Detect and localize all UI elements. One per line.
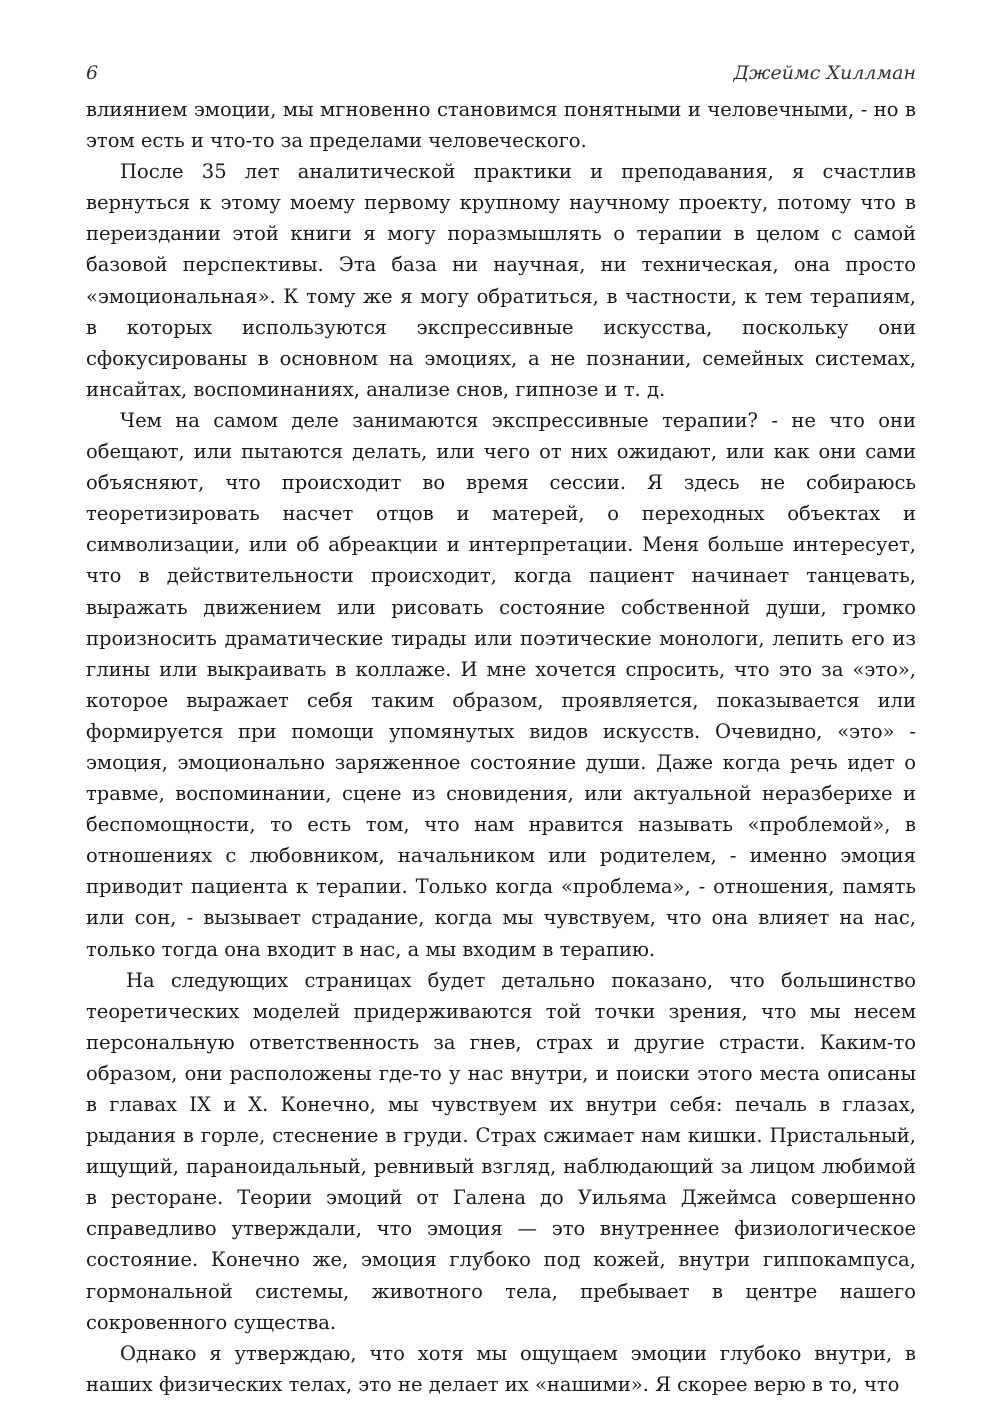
- running-head: [86, 62, 916, 92]
- paragraph: На следующих страницах будет детально показано, что большинство теоретических моделей придерживаются той точки зрения, что мы несем персональную ответственность за гнев, страх и другие страсти. Каким-то образом, они расположены где-то у нас внутри, и поиски этого места описаны в главах IX и X. Конечно, мы чувствуем их внутри себя: печаль в глазах, рыдания в горле, стеснение в груди. Страх сжимает нам кишки. Пристальный, ищущий, параноидальный, ревнивый взгляд, наблюдающий за лицом любимой в ресторане. Теории эмоций от Галена до Уильяма Джеймса совершенно справедливо утверждали, что эмоция — это внутреннее физиологическое состояние. Конечно же, эмоция глубоко под кожей, внутри гиппокампуса, гормональной системы, животного тела, пребывает в центре нашего сокровенного существа.: [86, 968, 916, 1334]
- body-text: [86, 94, 916, 1400]
- paragraph-continuation: влиянием эмоции, мы мгновенно становимся понятными и человечными, - но в этом есть и что-то за пределами человеческого.: [86, 98, 916, 153]
- page-number: 6: [86, 62, 99, 84]
- paragraph: Чем на самом деле занимаются экспрессивные терапии? - не что они обещают, или пытаются делать, или чего от них ожидают, или как они сами объясняют, что происходит во время сессии. Я здесь не собираюсь теоретизировать насчет отцов и матерей, о переходных объектах и символизации, или об абреакции и интерпретации. Меня больше интересует, что в действительности происходит, когда пациент начинает танцевать, выражать движением или рисовать состояние собственной души, громко произносить драматические тирады или поэтические монологи, лепить его из глины или выкраивать в коллаже. И мне хочется спросить, что это за «это», которое выражает себя таким образом, проявляется, показывается или формируется при помощи упомянутых видов искусств. Очевидно, «это» - эмоция, эмоционально заряженное состояние души. Даже когда речь идет о травме, воспоминании, сцене из сновидения, или актуальной неразберихе и беспомощности, то есть том, что нам нравится называть «проблемой», в отношениях с любовником, начальником или родителем, - именно эмоция приводит пациента к терапии. Только когда «проблема», - отношения, память или сон, - вызывает страдание, когда мы чувствуем, что она влияет на нас, только тогда она входит в нас, а мы входим в терапию.: [86, 408, 916, 961]
- paragraph: После 35 лет аналитической практики и преподавания, я счастлив вернуться к этому моему первому крупному научному проекту, потому что в переиздании этой книги я могу поразмышлять о терапии в целом с самой базовой перспективы. Эта база ни научная, ни техническая, она просто «эмоциональная». К тому же я могу обратиться, в частности, к тем терапиям, в которых используются экспрессивные искусства, поскольку они сфокусированы в основном на эмоциях, а не познании, семейных системах, инсайтах, воспоминаниях, анализе снов, гипнозе и т. д.: [86, 160, 916, 401]
- paragraph: Однако я утверждаю, что хотя мы ощущаем эмоции глубоко внутри, в наших физических телах, это не делает их «нашими». Я скорее верю в то, что: [86, 1341, 916, 1396]
- running-head-author: Джеймс Хиллман: [733, 62, 916, 84]
